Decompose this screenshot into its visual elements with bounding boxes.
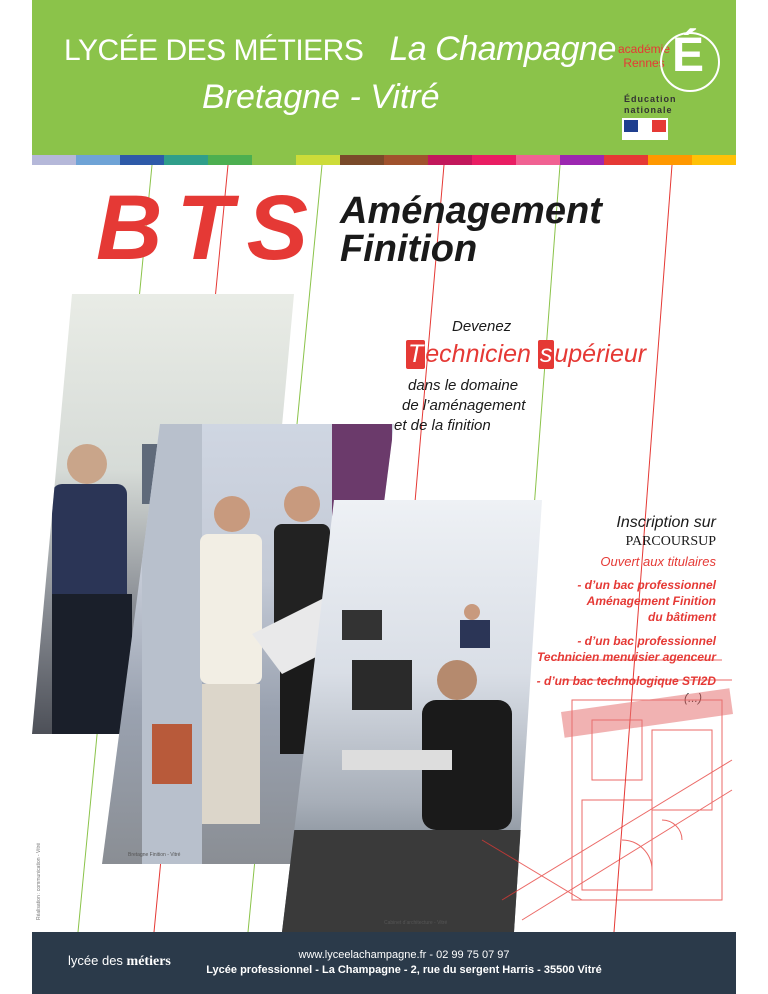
program-title-line1: Aménagement	[340, 190, 602, 232]
program-title	[340, 192, 602, 268]
blueprint-drawing	[462, 640, 736, 935]
tech-initial-s: s	[539, 340, 553, 368]
footer-band	[32, 932, 736, 994]
requirement-3: - d’un bac technologique STI2D	[536, 674, 716, 688]
photo-credit-3: Cabinet d’architecture - Vitré	[384, 920, 448, 926]
vertical-credit: Réalisation : communication - Vitré	[36, 842, 42, 920]
academie-label: académie Rennes	[617, 42, 671, 70]
color-stripe-segment	[428, 155, 472, 165]
domain-line3: et de la finition	[394, 417, 491, 434]
color-stripe-segment	[252, 155, 296, 165]
domain-line2: de l’aménagement	[402, 397, 526, 414]
color-stripe-segment	[76, 155, 120, 165]
requirement-1-line3: du bâtiment	[648, 610, 716, 624]
requirement-1-line2: Aménagement Finition	[586, 594, 716, 608]
school-name: La Champagne	[389, 30, 616, 68]
school-location: Bretagne - Vitré	[202, 78, 440, 116]
color-stripe-segment	[516, 155, 560, 165]
color-stripe-segment	[296, 155, 340, 165]
logo-prefix: lycée des	[68, 953, 123, 968]
color-stripe-segment	[120, 155, 164, 165]
color-stripe-segment	[472, 155, 516, 165]
republic-flag-icon	[622, 118, 668, 140]
school-title	[64, 30, 616, 69]
domain-text	[394, 376, 525, 436]
color-stripe-segment	[340, 155, 384, 165]
academie-letter: É	[671, 29, 704, 82]
footer-address: Lycée professionnel - La Champagne - 2, rue du sergent Harris - 35500 Vitré	[206, 964, 602, 976]
color-stripe-segment	[560, 155, 604, 165]
academie-logo	[612, 20, 717, 145]
tech-word2: upérieur	[554, 340, 647, 368]
bts-heading: BTS	[96, 177, 322, 279]
color-stripe-segment	[384, 155, 428, 165]
header-band	[32, 0, 736, 155]
color-stripe-segment	[32, 155, 76, 165]
logo-word: métiers	[126, 954, 171, 969]
requirement-2-line2: Technicien menuisier agenceur	[537, 650, 716, 664]
color-stripe-segment	[164, 155, 208, 165]
color-stripe-segment	[604, 155, 648, 165]
poster	[32, 0, 736, 994]
technicien-superieur	[406, 340, 646, 369]
inscription-line1: Inscription sur	[616, 514, 716, 531]
domain-line1: dans le domaine	[408, 377, 519, 394]
color-stripe-bar	[32, 155, 736, 165]
color-stripe-segment	[692, 155, 736, 165]
photo-credit-1: Bretagne Finition - Vitré	[128, 852, 181, 858]
devenez-label: Devenez	[452, 318, 512, 335]
tech-word1: echnicien	[425, 340, 538, 368]
requirement-2-line1: - d’un bac professionnel	[577, 634, 716, 648]
program-title-line2: Finition	[340, 228, 478, 270]
school-prefix: LYCÉE DES MÉTIERS	[64, 34, 364, 67]
ministry-label: Éducation nationale	[624, 94, 677, 115]
tech-initial-t: T	[408, 340, 424, 368]
inscription-platform: PARCOURSUP	[625, 534, 716, 549]
requirement-1-line1: - d’un bac professionnel	[577, 578, 716, 592]
color-stripe-segment	[208, 155, 252, 165]
open-to-label: Ouvert aux titulaires	[600, 554, 716, 569]
color-stripe-segment	[648, 155, 692, 165]
footer-contact: www.lyceelachampagne.fr - 02 99 75 07 97	[298, 949, 510, 961]
